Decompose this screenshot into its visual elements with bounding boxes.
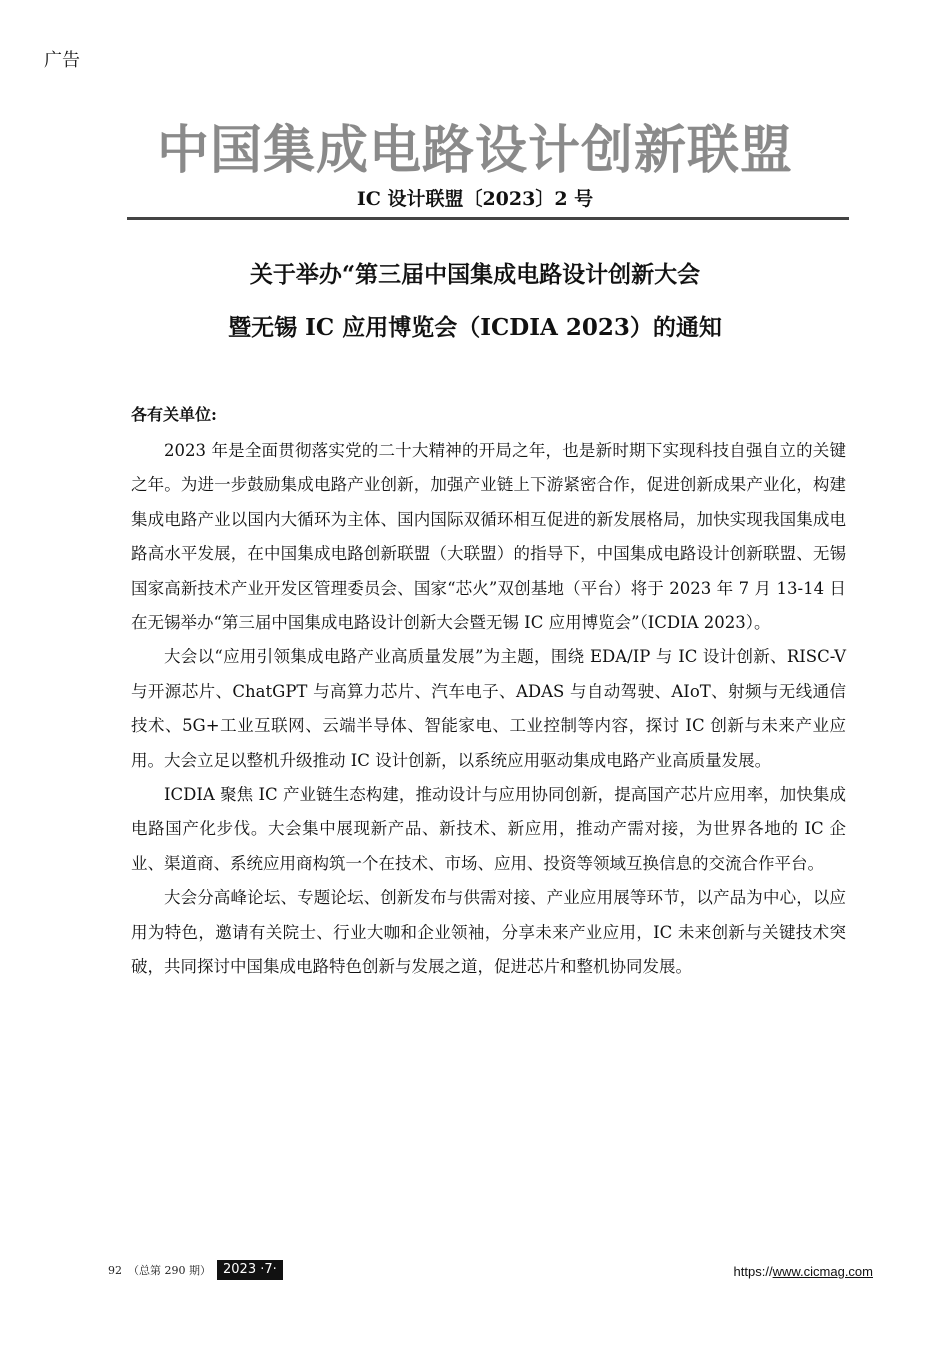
- ad-label: 广告: [44, 50, 80, 71]
- headline-line-2: 暨无锡 IC 应用博览会（ICDIA 2023）的通知: [228, 314, 722, 341]
- issue-badge: 2023 ·7·: [217, 1260, 283, 1280]
- paragraph-1: 2023 年是全面贯彻落实党的二十大精神的开局之年，也是新时期下实现科技自强自立的关键之年。为进一步鼓励集成电路产业创新，加强产业链上下游紧密合作，促进创新成果产业化，构建集成电路产业以国内大循环为主体、国内国际双循环相互促进的新发展格局，加快实现我国集成电路高水平发展，在中国集成电路创新联盟（大联盟）的指导下，中国集成电路设计创新联盟、无锡国家高新技术产业开发区管理委员会、国家“芯火”双创基地（平台）将于 2023 年 7 月 13-14 日在无锡举办“第三届中国集成电路设计创新大会暨无锡 IC 应用博览会”（ICDIA 2023）。: [131, 441, 846, 633]
- url-domain[interactable]: www.cicmag.com: [772, 1264, 873, 1279]
- header-divider: [127, 217, 849, 220]
- website-link[interactable]: [734, 1264, 873, 1279]
- salutation: 各有关单位:: [131, 405, 217, 424]
- page-number: 92: [108, 1263, 122, 1277]
- doc-number: IC 设计联盟〔2023〕2 号: [356, 188, 594, 210]
- paragraph-2: 大会以“应用引领集成电路产业高质量发展”为主题，围绕 EDA/IP 与 IC 设计创新、RISC-V 与开源芯片、ChatGPT 与高算力芯片、汽车电子、ADAS 与自动驾驶、AIoT、射频与无线通信技术、5G+工业互联网、云端半导体、智能家电、工业控制等内容，探讨 IC 创新与未来产业应用。大会立足以整机升级推动 IC 设计创新，以系统应用驱动集成电路产业高质量发展。: [131, 647, 846, 770]
- issue-total: （总第 290 期）: [128, 1264, 211, 1277]
- headline-line-1: 关于举办“第三届中国集成电路设计创新大会: [249, 261, 701, 288]
- url-prefix: https://: [733, 1264, 773, 1279]
- page-footer-info: [108, 1260, 283, 1280]
- org-title: 中国集成电路设计创新联盟: [156, 120, 793, 181]
- paragraph-3: ICDIA 聚焦 IC 产业链生态构建，推动设计与应用协同创新，提高国产芯片应用率，加快集成电路国产化步伐。大会集中展现新产品、新技术、新应用，推动产需对接，为世界各地的 IC 企业、渠道商、系统应用商构筑一个在技术、市场、应用、投资等领域互换信息的交流合作平台。: [131, 785, 846, 873]
- notice-body: [131, 434, 846, 985]
- paragraph-4: 大会分高峰论坛、专题论坛、创新发布与供需对接、产业应用展等环节，以产品为中心，以应用为特色，邀请有关院士、行业大咖和企业领袖，分享未来产业应用，IC 未来创新与关键技术突破，共同探讨中国集成电路特色创新与发展之道，促进芯片和整机协同发展。: [131, 888, 846, 977]
